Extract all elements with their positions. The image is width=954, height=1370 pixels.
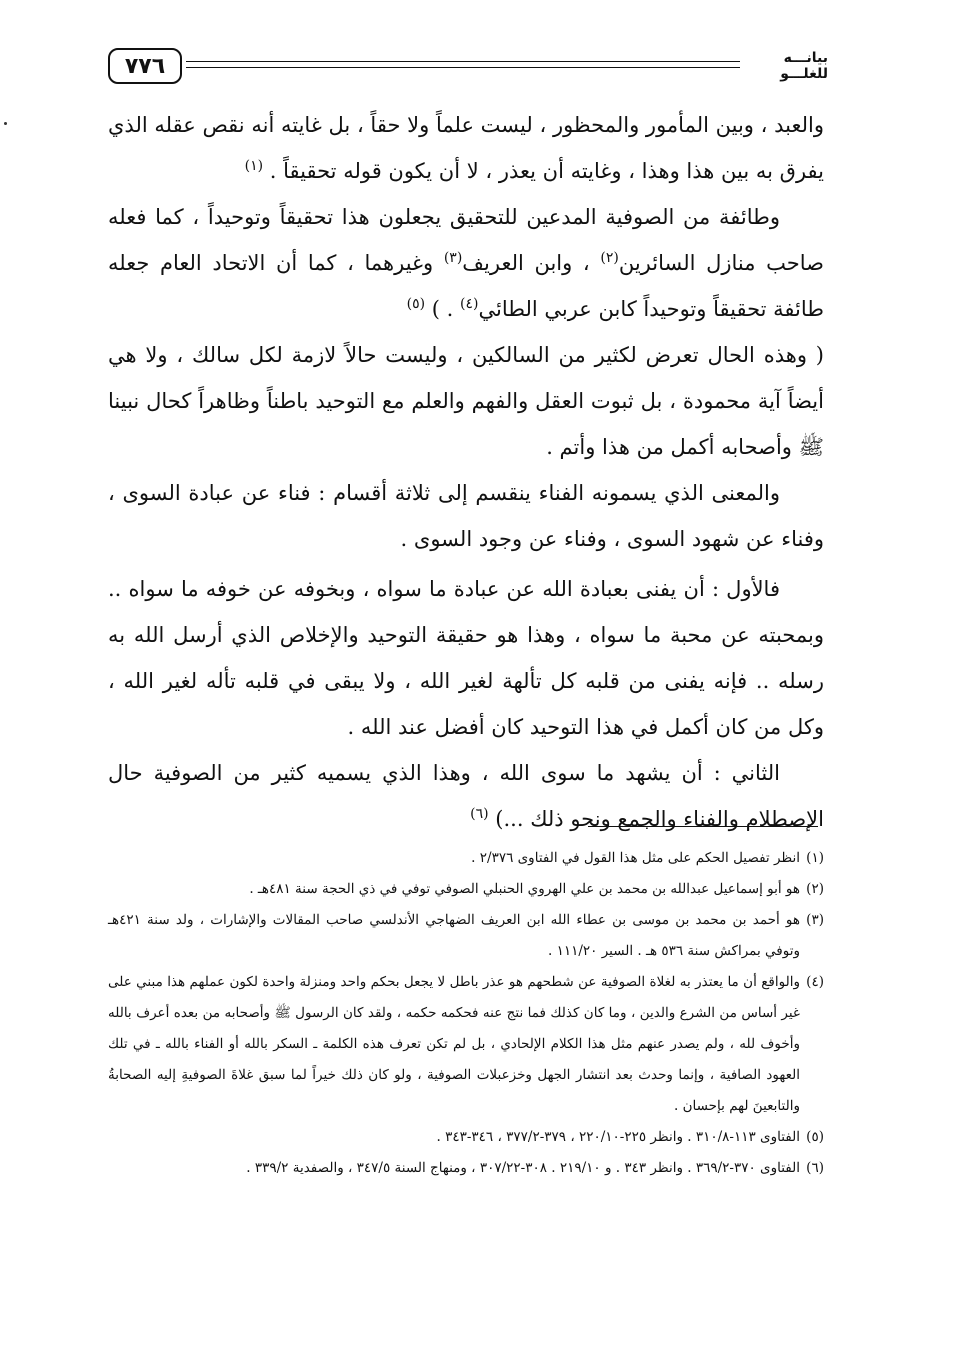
paragraph: فالأول : أن يفنى بعبادة الله عن عبادة ما سواه ، وبخوفه عن خوفه ما سواه .. وبمحبته عن محبة ما سواه ، وهذا هو حقيقة التوحيد والإخلاص الذي أرسل الله به رسله .. فإنه يفنى من قلبه كل تألهة لغير الله ، ولا يبقى في قلبه تأله لغير الله ، وكل من كان أكمل في هذا التوحيد كان أفضل عند الله . [108, 577, 824, 739]
footnote-number: (٤) [806, 974, 824, 990]
page-number: ٧٧٦ [108, 48, 182, 84]
paragraph: والمعنى الذي يسمونه الفناء ينقسم إلى ثلاثة أقسام : فناء عن عبادة السوى ، وفناء عن شهود السوى ، وفناء عن وجود السوى . [108, 481, 824, 551]
running-title: بيانـــه للغلـــو [780, 50, 828, 82]
header-rule-bottom [186, 67, 740, 68]
footnote-reference: (٤) [460, 296, 479, 312]
footnote-number: (٣) [806, 912, 824, 928]
footnote-reference: (٦) [470, 806, 489, 822]
footnote: (٢) هو أبو إسماعيل عبدالله بن محمد بن علي الهروي الحنبلي الصوفي توفي في ذي الحجة سنة ٤٨١هـ . [108, 874, 824, 905]
footnote: (٣) هو أحمد بن محمد بن موسى بن عطاء الله ابن العريف الضهاجي الأندلسي صاحب المقالات والإشارات ، ولد سنة ٤٢١هـ وتوفي بمراكش سنة ٥٣٦ هـ . السير ١١١/٢٠ . [108, 905, 824, 967]
footnote-number: (٥) [806, 1129, 824, 1145]
footnotes [108, 843, 824, 1184]
footnote-reference: (١) [244, 158, 264, 174]
paragraph: وطائفة من الصوفية المدعين للتحقيق يجعلون هذا تحقيقاً وتوحيداً ، كما فعله صاحب منازل السائرين$^{(٢)}$ ، وابن العريف$^{(٣)}$ وغيرهما ، كما أن الاتحاد العام جعله طائفة تحقيقاً وتوحيداً كابن عربي الطائي$^{(٤)}$ . ) $^{(٥)}$ [108, 205, 824, 321]
paragraph: الثاني : أن يشهد ما سوى الله ، وهذا الذي يسميه كثير من الصوفية حال الإصطلام والفناء والجمع ونحو ذلك ...) $^{(٦)}$ [108, 761, 824, 831]
footnote-number: (٢) [806, 881, 824, 897]
footnote: (١) انظر تفصيل الحكم على مثل هذا القول في الفتاوى ٢/٣٧٦ . [108, 843, 824, 874]
main-text [108, 102, 824, 842]
page-header [108, 44, 828, 90]
header-rule-top [186, 61, 740, 62]
footnote: (٦) الفتاوى ٣٧٠-٣٦٩/٢ . وانظر ٣٤٣ . و ٢١٩/١٠ . ٣٠٨-٣٠٧/٢٢ ، ومنهاج السنة ٣٤٧/٥ ، والصفدية ٣٣٩/٢ . [108, 1153, 824, 1184]
paragraph: ( وهذه الحال تعرض لكثير من السالكين ، وليست حالاً لازمة لكل سالك ، ولا هي أيضاً آية محمودة ، بل ثبوت العقل والفهم والعلم مع التوحيد باطناً وظاهراً كحال نبينا ﷺ وأصحابه أكمل من هذا وأتم . [108, 343, 824, 459]
footnote-separator [588, 826, 818, 827]
footnote-reference: (٣) [443, 250, 463, 266]
paragraph: والعبد ، وبين المأمور والمحظور ، ليست علماً ولا حقاً ، بل غايته أنه نقص عقله الذي يفرق به بين هذا وهذا ، وغايته أن يعذر ، لا أن يكون قوله تحقيقاً . $^{(١)}$ [108, 113, 824, 183]
footnote-number: (٦) [806, 1160, 824, 1176]
footnote-reference: (٢) [600, 250, 619, 266]
footnote: (٤) والواقع أن ما يعتذر به لغلاة الصوفية عن شطحهم هو عذر باطل لا يجعل بحكم واحد ومنزلة واحدة لكون عملهم هذا مبني على غير أساس من الشرع والدين ، وما كان كذلك فما نتج عنه فحكمه حكمه ، ولقد كان الرسول ﷺ وأصحابه من بعده أعرف بالله وأخوف لله ، ولم يصدر عنهم مثل هذا الكلام الإلحادي ، بل لم تكن تعرف هذه الكلمة ـ السكر بالله أو الفناء بالله ـ في تلك العهود الصافية ، وإنما وحدث بعد انتشار الجهل وخزعبلات الصوفية ، ولو كان ذلك خيراً لما سبق غلاةَ الصوفيةِ إليه الصحابةُ والتابعينَ لهم بإحسان . [108, 967, 824, 1122]
footnote-number: (١) [806, 850, 824, 866]
footnote: (٥) الفتاوى ١١٣-٣١٠/٨ . وانظر ٢٢٥-٢٢٠/١٠ ، ٣٧٩-٣٧٧/٢ ، ٣٤٦-٣٤٣ . [108, 1122, 824, 1153]
margin-mark [4, 122, 7, 125]
footnote-reference: (٥) [406, 296, 426, 312]
